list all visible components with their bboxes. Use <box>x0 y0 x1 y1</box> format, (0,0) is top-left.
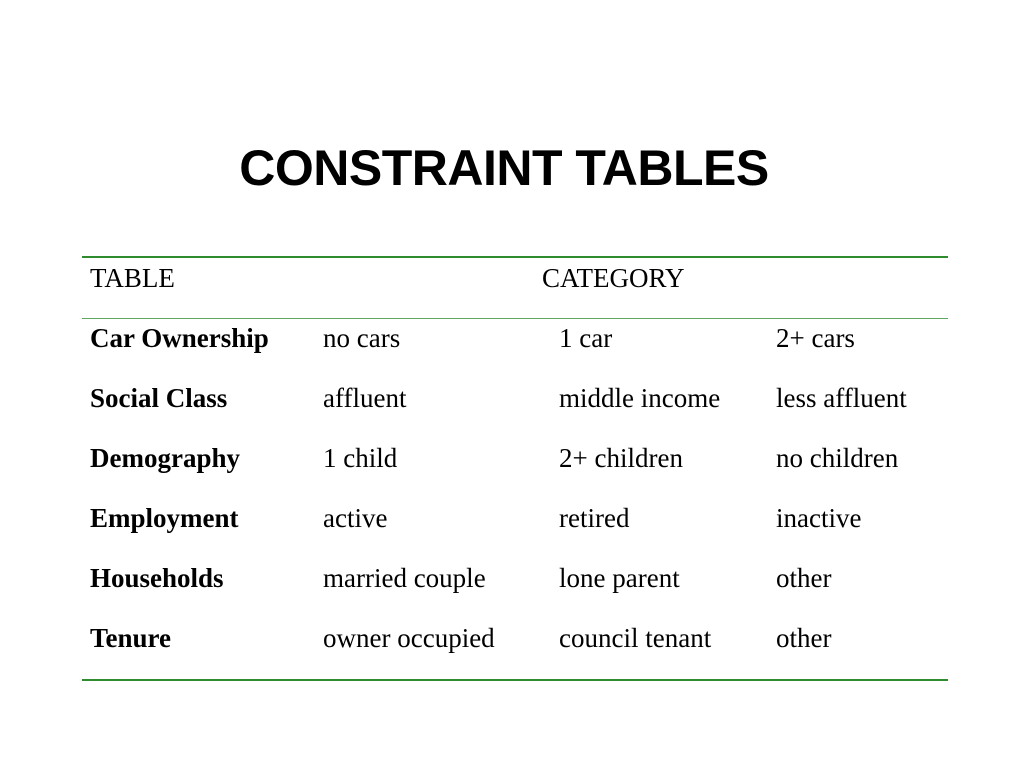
category-cell: less affluent <box>776 383 907 413</box>
category-cell: affluent <box>323 383 407 413</box>
row-name: Employment <box>90 503 239 533</box>
table-row-car-ownership <box>0 318 1024 358</box>
table-row-demography <box>0 438 1024 478</box>
category-cell: 2+ cars <box>776 323 855 353</box>
category-cell: no children <box>776 443 899 473</box>
table-header-row <box>0 260 1024 296</box>
category-cell: other <box>776 563 832 593</box>
table-row-households <box>0 558 1024 598</box>
row-name: Social Class <box>90 383 228 413</box>
category-cell: lone parent <box>559 563 680 593</box>
category-cell: no cars <box>323 323 401 353</box>
table-bottom-rule <box>82 679 948 681</box>
category-cell: 1 car <box>559 323 613 353</box>
category-cell: other <box>776 623 832 653</box>
category-cell: council tenant <box>559 623 712 653</box>
category-cell: active <box>323 503 388 533</box>
table-row-social-class <box>0 378 1024 418</box>
row-name: Households <box>90 563 224 593</box>
header-category-label: CATEGORY <box>542 263 685 293</box>
category-cell: 2+ children <box>559 443 683 473</box>
category-cell: owner occupied <box>323 623 495 653</box>
table-top-rule <box>82 256 948 258</box>
category-cell: married couple <box>323 563 486 593</box>
row-name: Demography <box>90 443 240 473</box>
row-name: Tenure <box>90 623 172 653</box>
category-cell: middle income <box>559 383 721 413</box>
row-name: Car Ownership <box>90 323 269 353</box>
table-row-employment <box>0 498 1024 538</box>
category-cell: 1 child <box>323 443 398 473</box>
header-table-label: TABLE <box>90 263 175 293</box>
category-cell: retired <box>559 503 630 533</box>
category-cell: inactive <box>776 503 862 533</box>
slide-title: CONSTRAINT TABLES <box>239 140 769 196</box>
table-row-tenure <box>0 618 1024 658</box>
